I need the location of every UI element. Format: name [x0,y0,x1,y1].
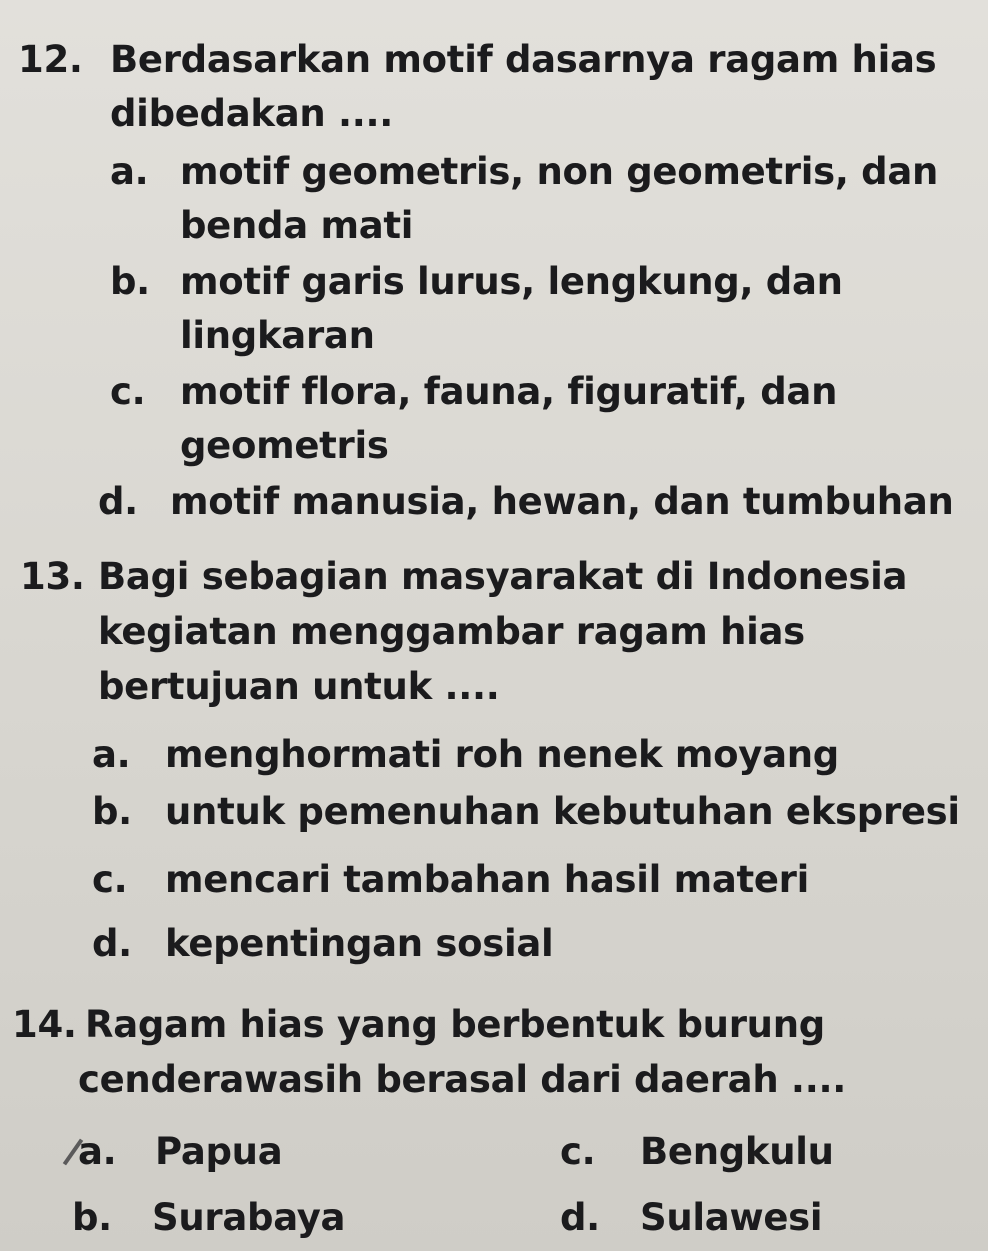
question-12-option-b-line-1: motif garis lurus, lengkung, dan [180,260,843,303]
question-14-option-d-line-1: Sulawesi [640,1196,823,1239]
question-13-option-a-letter: a. [92,733,131,776]
question-13-stem-line-1: Bagi sebagian masyarakat di Indonesia [98,555,908,598]
question-12-option-b-line-2: lingkaran [180,314,375,357]
question-13-stem-line-3: bertujuan untuk .... [98,665,500,708]
question-13-stem-line-2: kegiatan menggambar ragam hias [98,610,805,653]
question-12-stem-line-2: dibedakan .... [110,92,394,135]
question-12-option-a-line-2: benda mati [180,204,414,247]
question-12-option-b-letter: b. [110,260,150,303]
stem-text: Berdasarkan motif dasarnya ragam hias [110,38,937,81]
question-14-option-c-line-1: Bengkulu [640,1130,834,1173]
question-14-option-a-line-1: Papua [155,1130,283,1173]
question-14-option-d-letter: d. [560,1196,600,1239]
cut-off-text-mark [300,0,390,9]
question-14-stem-line-1: Ragam hias yang berbentuk burung [85,1003,825,1046]
question-12-option-a-line-1: motif geometris, non geometris, dan [180,150,939,193]
question-12-option-a-letter: a. [110,150,149,193]
question-12-option-c-line-2: geometris [180,424,389,467]
question-14-option-c-letter: c. [560,1130,596,1173]
question-12-option-d-letter: d. [98,480,138,523]
question-13-option-c-line-1: mencari tambahan hasil materi [165,858,810,901]
question-12-option-d-line-1: motif manusia, hewan, dan tumbuhan [170,480,954,523]
question-12-option-c-letter: c. [110,370,146,413]
question-12-option-c-line-1: motif flora, fauna, figuratif, dan [180,370,838,413]
question-13-option-b-line-1: untuk pemenuhan kebutuhan ekspresi [165,790,960,833]
question-14-stem-line-2: cenderawasih berasal dari daerah .... [78,1058,846,1101]
question-12-number: 12. [18,38,83,81]
question-13-option-d-line-1: kepentingan sosial [165,922,554,965]
question-12-stem-line-1 [110,38,937,82]
question-14-option-a-letter: a. [78,1130,117,1173]
question-13-option-d-letter: d. [92,922,132,965]
question-13-number: 13. [20,555,85,598]
question-14-option-b-letter: b. [72,1196,112,1239]
cut-off-text-mark [420,0,500,9]
question-14-option-b-line-1: Surabaya [152,1196,346,1239]
question-13-option-a-line-1: menghormati roh nenek moyang [165,733,839,776]
question-14-number: 14. [12,1003,77,1046]
question-13-option-c-letter: c. [92,858,128,901]
question-13-option-b-letter: b. [92,790,132,833]
